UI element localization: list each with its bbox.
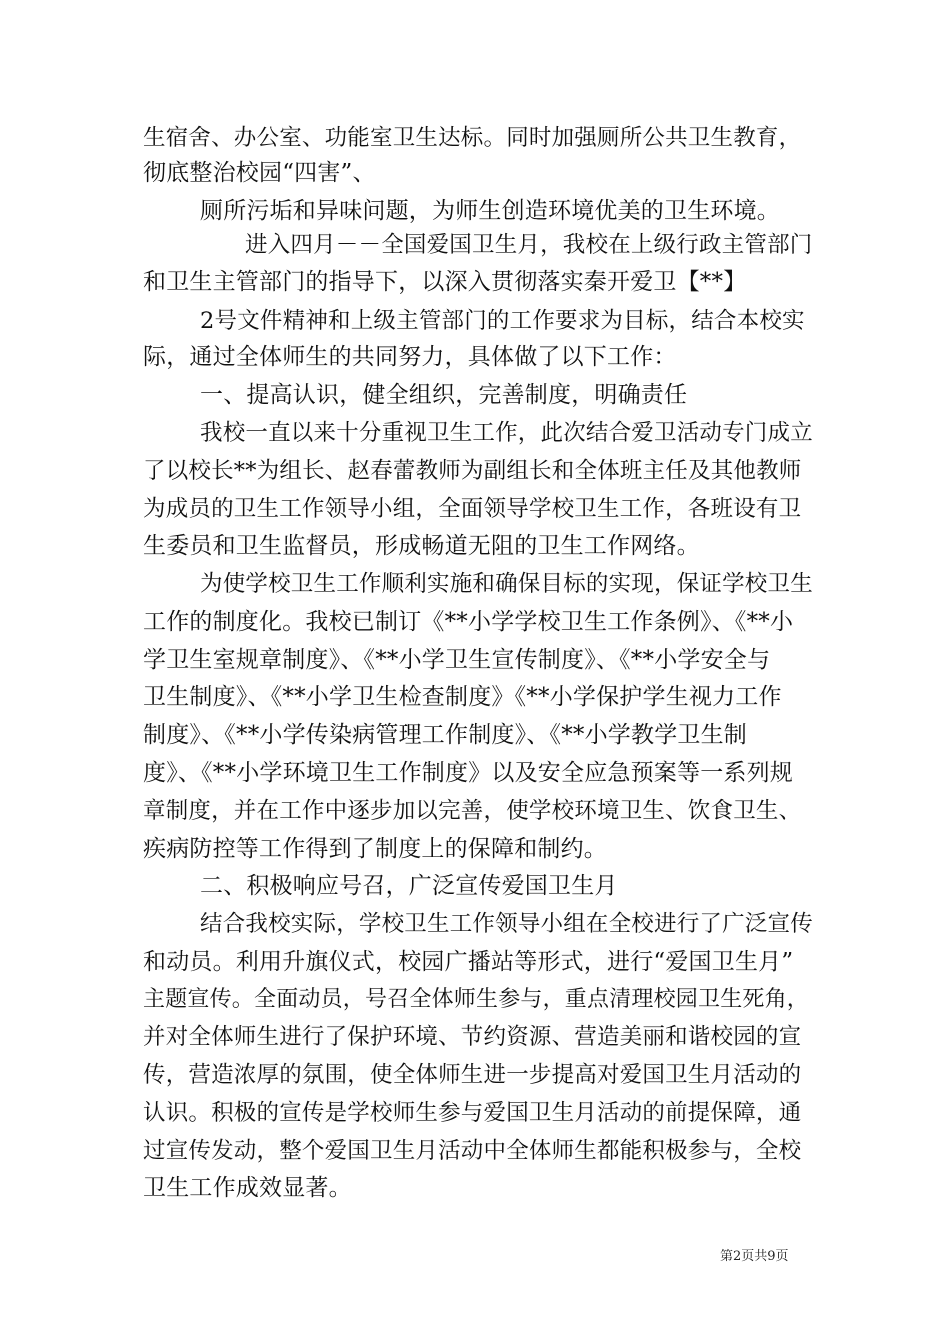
text-line: 主题宣传。全面动员，号召全体师生参与，重点清理校园卫生死角， [143,987,810,1012]
text-line: 度》、《**小学环境卫生工作制度》以及安全应急预案等一系列规 [143,760,793,786]
text-line: 过宣传发动，整个爱国卫生月活动中全体师生都能积极参与，全校 [143,1138,802,1164]
text-line: 为使学校卫生工作顺利实施和确保目标的实现，保证学校卫生 [200,571,813,597]
text-line: 了以校长**为组长、赵春蕾教师为副组长和全体班主任及其他教师 [143,458,802,484]
text-line: 生宿舍、办公室、功能室卫生达标。同时加强厕所公共卫生教育， [143,125,802,151]
text-line: 卫生工作成效显著。 [143,1175,352,1201]
text-line: 厕所污垢和异味问题，为师生创造环境优美的卫生环境。 [200,198,780,224]
text-line: 结合我校实际，学校卫生工作领导小组在全校进行了广泛宣传 [200,911,813,937]
text-line: 工作的制度化。我校已制订《**小学学校卫生工作条例》、《**小 [143,609,794,635]
text-line: 我校一直以来十分重视卫生工作，此次结合爱卫活动专门成立 [200,420,813,446]
text-line: 为成员的卫生工作领导小组，全面领导学校卫生工作，各班设有卫 [143,496,802,522]
text-line: 际，通过全体师生的共同努力，具体做了以下工作： [143,344,677,370]
text-line: 2号文件精神和上级主管部门的工作要求为目标，结合本校实 [200,308,805,334]
text-line: 认识。积极的宣传是学校师生参与爱国卫生月活动的前提保障，通 [143,1100,802,1126]
section-heading: 一、提高认识，健全组织，完善制度，明确责任 [200,382,688,408]
text-line: 制度》、《**小学传染病管理工作制度》、《**小学教学卫生制 [143,722,747,748]
text-line: 卫生制度》、《**小学卫生检查制度》《**小学保护学生视力工作 [143,684,782,710]
section-heading: 二、积极响应号召，广泛宣传爱国卫生月 [200,873,618,899]
text-line: 彻底整治校园“四害”、 [143,160,376,186]
text-line: 疾病防控等工作得到了制度上的保障和制约。 [143,836,607,862]
text-line: 和动员。利用升旗仪式，校园广播站等形式，进行“爱国卫生月” [143,949,794,975]
text-line: 章制度，并在工作中逐步加以完善，使学校环境卫生、饮食卫生、 [143,798,802,824]
text-line: 并对全体师生进行了保护环境、节约资源、营造美丽和谐校园的宣 [143,1024,802,1050]
text-line: 传，营造浓厚的氛围，使全体师生进一步提高对爱国卫生月活动的 [143,1062,802,1088]
text-line: 生委员和卫生监督员，形成畅道无阻的卫生工作网络。 [143,533,700,559]
text-line: 学卫生室规章制度》、《**小学卫生宣传制度》、《**小学安全与 [143,647,771,673]
page-number: 第2页共9页 [720,1249,789,1264]
text-line: 进入四月－－全国爱国卫生月，我校在上级行政主管部门 [245,232,813,258]
text-line: 和卫生主管部门的指导下，以深入贯彻落实秦开爱卫【**】 [143,269,747,295]
